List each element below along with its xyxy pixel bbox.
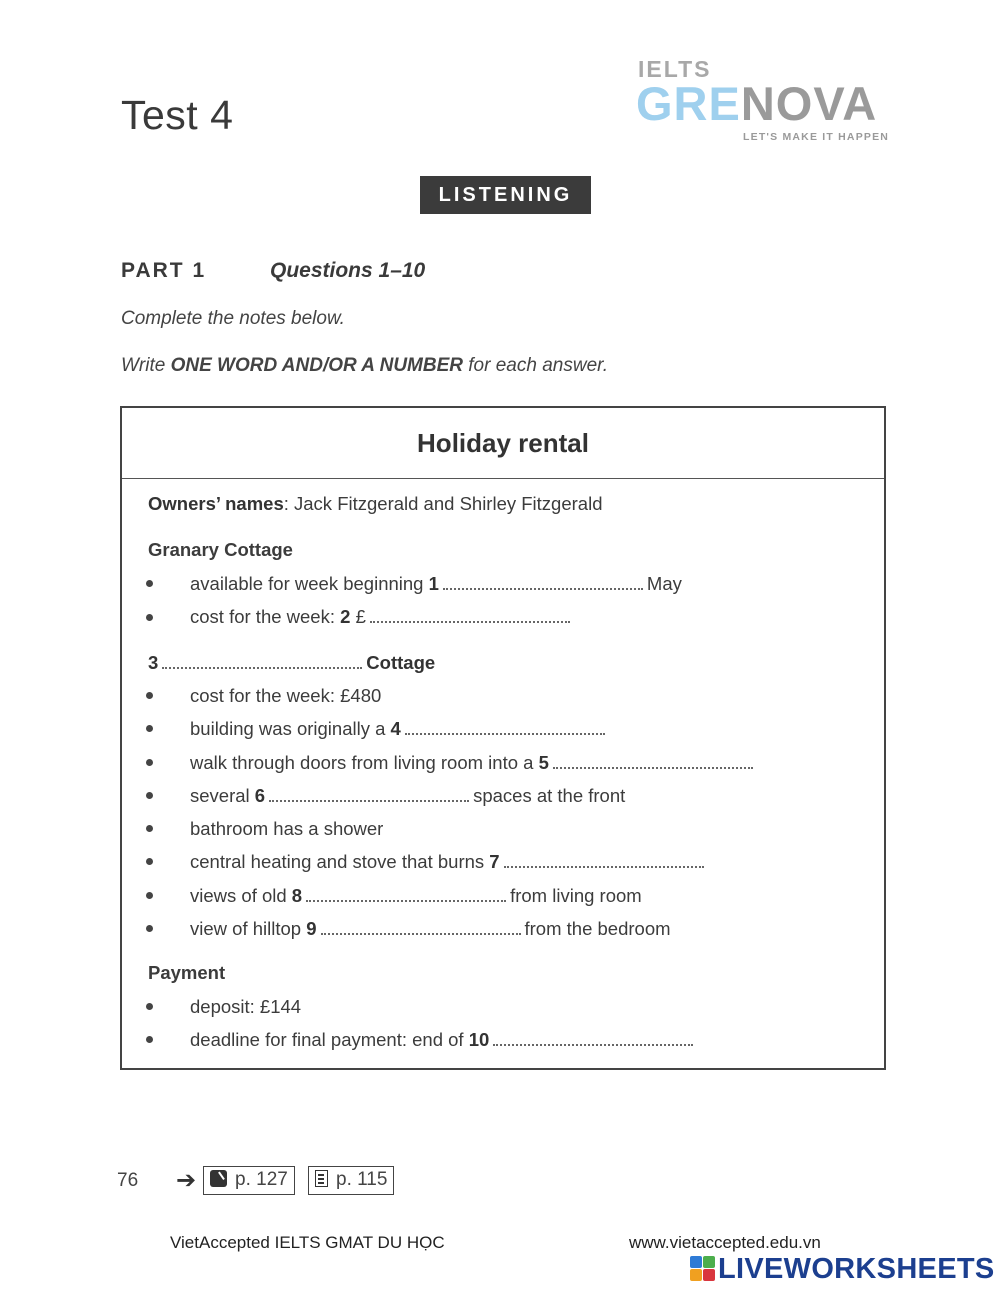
test-title: Test 4: [121, 92, 234, 138]
liveworksheets-text: LIVEWORKSHEETS: [718, 1253, 995, 1285]
q9-number: 9: [306, 918, 317, 939]
q2-currency: £: [355, 606, 366, 627]
instruction-complete-notes: Complete the notes below.: [121, 308, 345, 329]
answer-blank-6[interactable]: [269, 799, 469, 802]
q8-text: views of old: [190, 885, 287, 906]
q2-text: cost for the week:: [190, 606, 335, 627]
page-number: 76: [117, 1170, 139, 1191]
liveworksheets-logo[interactable]: [690, 1253, 995, 1287]
logo-ielts-text: IELTS: [638, 56, 712, 82]
question-1-line: [190, 573, 682, 595]
q6-suffix: spaces at the front: [473, 785, 626, 806]
ref-page-1: p. 127: [235, 1169, 288, 1190]
q1-suffix: May: [646, 573, 682, 594]
q6-text: several: [190, 785, 250, 806]
instruction-word-limit: [121, 355, 608, 377]
owners-value: : Jack Fitzgerald and Shirley Fitzgerald: [283, 493, 603, 514]
question-9-line: [190, 918, 671, 940]
q6-number: 6: [254, 785, 266, 806]
question-5-line: [190, 752, 757, 774]
logo-gre: GRE: [636, 77, 741, 130]
cost-line: cost for the week: £480: [190, 685, 382, 706]
document-icon: [315, 1170, 328, 1187]
answer-blank-1[interactable]: [443, 587, 643, 590]
answer-blank-7[interactable]: [504, 865, 704, 868]
bullet-icon: [146, 614, 153, 621]
part-label: PART 1: [121, 259, 207, 282]
answer-blank-5[interactable]: [553, 766, 753, 769]
ref-page-2: p. 115: [336, 1169, 388, 1190]
q2-number: 2: [340, 606, 351, 627]
instruction-pre: Write: [121, 355, 166, 376]
answer-blank-4[interactable]: [405, 732, 605, 735]
q3-suffix: Cottage: [366, 652, 436, 673]
bullet-icon: [146, 725, 153, 732]
section-banner: LISTENING: [420, 176, 591, 214]
bullet-icon: [146, 792, 153, 799]
q4-number: 4: [390, 718, 401, 739]
q8-suffix: from living room: [510, 885, 642, 906]
q9-suffix: from the bedroom: [524, 918, 671, 939]
answer-key-reference[interactable]: [308, 1166, 394, 1195]
arrow-icon: ➔: [176, 1167, 197, 1194]
bullet-icon: [146, 1036, 153, 1043]
q8-number: 8: [291, 885, 303, 906]
answer-blank-10[interactable]: [493, 1043, 693, 1046]
q7-text: central heating and stove that burns: [190, 851, 485, 872]
answer-blank-2[interactable]: [370, 620, 570, 623]
bullet-icon: [146, 858, 153, 865]
question-10-line: [190, 1029, 697, 1051]
q1-text: available for week beginning: [190, 573, 424, 594]
part-questions: Questions 1–10: [270, 259, 426, 282]
bullet-icon: [146, 692, 153, 699]
granary-heading: Granary Cottage: [148, 539, 293, 560]
bullet-icon: [146, 580, 153, 587]
q10-number: 10: [468, 1029, 490, 1050]
instruction-post: for each answer.: [468, 355, 609, 376]
q7-number: 7: [489, 851, 500, 872]
liveworksheets-icon: [690, 1256, 716, 1282]
credit-url[interactable]: www.vietaccepted.edu.vn: [629, 1233, 821, 1252]
pen-icon: [210, 1170, 227, 1187]
shower-line: bathroom has a shower: [190, 818, 384, 839]
question-2-line: [190, 606, 574, 628]
answer-blank-3[interactable]: [162, 666, 362, 669]
bullet-icon: [146, 892, 153, 899]
q1-number: 1: [428, 573, 439, 594]
question-7-line: [190, 851, 708, 873]
bullet-icon: [146, 825, 153, 832]
q4-text: building was originally a: [190, 718, 386, 739]
notes-box: [120, 406, 886, 1070]
logo-nova: NOVA: [740, 77, 878, 130]
question-8-line: [190, 885, 642, 907]
q3-number: 3: [148, 652, 159, 673]
bullet-icon: [146, 759, 153, 766]
answer-blank-8[interactable]: [306, 899, 506, 902]
instruction-word-limit-bold: ONE WORD AND/OR A NUMBER: [170, 355, 463, 376]
grenova-logo: [636, 56, 896, 148]
bullet-icon: [146, 925, 153, 932]
q10-text: deadline for final payment: end of: [190, 1029, 464, 1050]
audio-script-reference[interactable]: [203, 1166, 295, 1195]
deposit-line: deposit: £144: [190, 996, 302, 1017]
owners-label: Owners’ names: [148, 493, 284, 514]
answer-blank-9[interactable]: [321, 932, 521, 935]
q9-text: view of hilltop: [190, 918, 302, 939]
bullet-icon: [146, 1003, 153, 1010]
question-4-line: [190, 718, 609, 740]
question-6-line: [190, 785, 625, 807]
credit-left: VietAccepted IELTS GMAT DU HỌC: [170, 1233, 445, 1252]
payment-heading: Payment: [148, 962, 226, 983]
notes-title: Holiday rental: [122, 408, 884, 479]
owners-line: [148, 493, 602, 515]
question-3-line: [148, 652, 435, 674]
logo-wordmark: [636, 77, 878, 130]
q5-text: walk through doors from living room into a: [190, 752, 534, 773]
logo-tagline: LET'S MAKE IT HAPPEN: [743, 131, 890, 143]
q5-number: 5: [538, 752, 549, 773]
